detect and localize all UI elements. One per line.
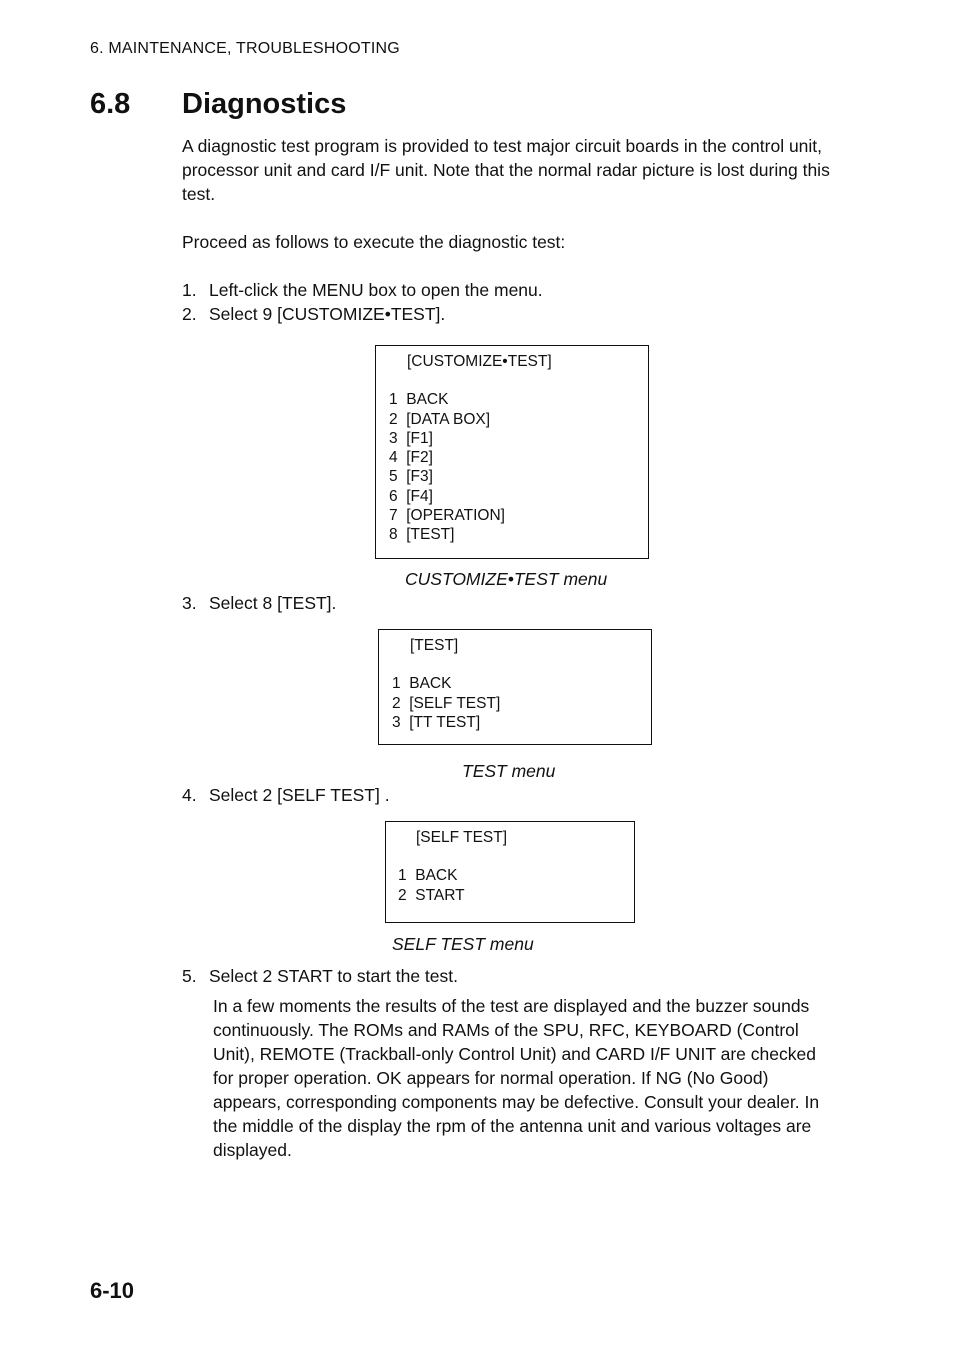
menu-title: [TEST] bbox=[410, 637, 459, 654]
menu-item: 6 [F4] bbox=[389, 487, 433, 505]
figure-caption: CUSTOMIZE•TEST menu bbox=[405, 569, 608, 589]
menu-item: 2 START bbox=[398, 886, 465, 904]
test-menu-box bbox=[378, 629, 652, 745]
step-2 bbox=[182, 302, 445, 326]
step-text: Select 8 [TEST]. bbox=[209, 593, 337, 613]
menu-item: 1 BACK bbox=[392, 675, 452, 693]
running-header: 6. MAINTENANCE, TROUBLESHOOTING bbox=[90, 40, 400, 57]
menu-item: 4 [F2] bbox=[389, 449, 433, 467]
step-3 bbox=[182, 591, 336, 615]
menu-item: 1 BACK bbox=[389, 391, 449, 409]
menu-item: 1 BACK bbox=[398, 867, 458, 885]
step-number: 4. bbox=[182, 785, 197, 805]
customize-test-menu-box bbox=[375, 345, 649, 559]
step-5 bbox=[182, 964, 458, 988]
result-paragraph: In a few moments the results of the test are displayed and the buzzer sounds continuously. The ROMs and RAMs of the SPU, RFC, KEYBOARD (Control Unit), REMOTE (Trackball-only Control Unit) and CARD I/F UNIT are checked for proper operation. OK appears for normal operation. If NG (No Good) appears, corresponding components may be defective. Consult your dealer. In the middle of the display the rpm of the antenna unit and various voltages are displayed. bbox=[213, 996, 820, 1160]
step-number: 3. bbox=[182, 593, 197, 613]
step-text: Select 2 START to start the test. bbox=[209, 966, 458, 986]
page-number: 6-10 bbox=[90, 1278, 135, 1303]
menu-item: 7 [OPERATION] bbox=[389, 507, 505, 525]
menu-item: 2 [DATA BOX] bbox=[389, 410, 491, 428]
menu-item: 3 [F1] bbox=[389, 429, 433, 447]
proceed-paragraph: Proceed as follows to execute the diagnostic test: bbox=[182, 232, 566, 252]
self-test-menu-box bbox=[385, 821, 635, 923]
step-number: 2. bbox=[182, 304, 197, 324]
step-number: 5. bbox=[182, 966, 197, 986]
menu-title: [SELF TEST] bbox=[416, 829, 508, 846]
menu-item: 2 [SELF TEST] bbox=[392, 694, 501, 712]
step-1 bbox=[182, 278, 543, 302]
step-text: Select 9 [CUSTOMIZE•TEST]. bbox=[209, 304, 446, 324]
section-number: 6.8 bbox=[90, 88, 131, 120]
menu-item: 5 [F3] bbox=[389, 468, 433, 486]
step-text: Select 2 [SELF TEST] . bbox=[209, 785, 390, 805]
step-text: Left-click the MENU box to open the menu. bbox=[209, 280, 543, 300]
step-4 bbox=[182, 783, 390, 807]
menu-title: [CUSTOMIZE•TEST] bbox=[407, 353, 552, 370]
intro-paragraph: A diagnostic test program is provided to test major circuit boards in the control unit, processor unit and card I/F unit. Note that the normal radar picture is lost during this test. bbox=[182, 136, 830, 204]
figure-caption: SELF TEST menu bbox=[392, 934, 534, 954]
section-title: Diagnostics bbox=[182, 88, 347, 120]
menu-item: 8 [TEST] bbox=[389, 526, 455, 544]
menu-item: 3 [TT TEST] bbox=[392, 713, 481, 731]
step-number: 1. bbox=[182, 280, 197, 300]
figure-caption: TEST menu bbox=[462, 761, 556, 781]
